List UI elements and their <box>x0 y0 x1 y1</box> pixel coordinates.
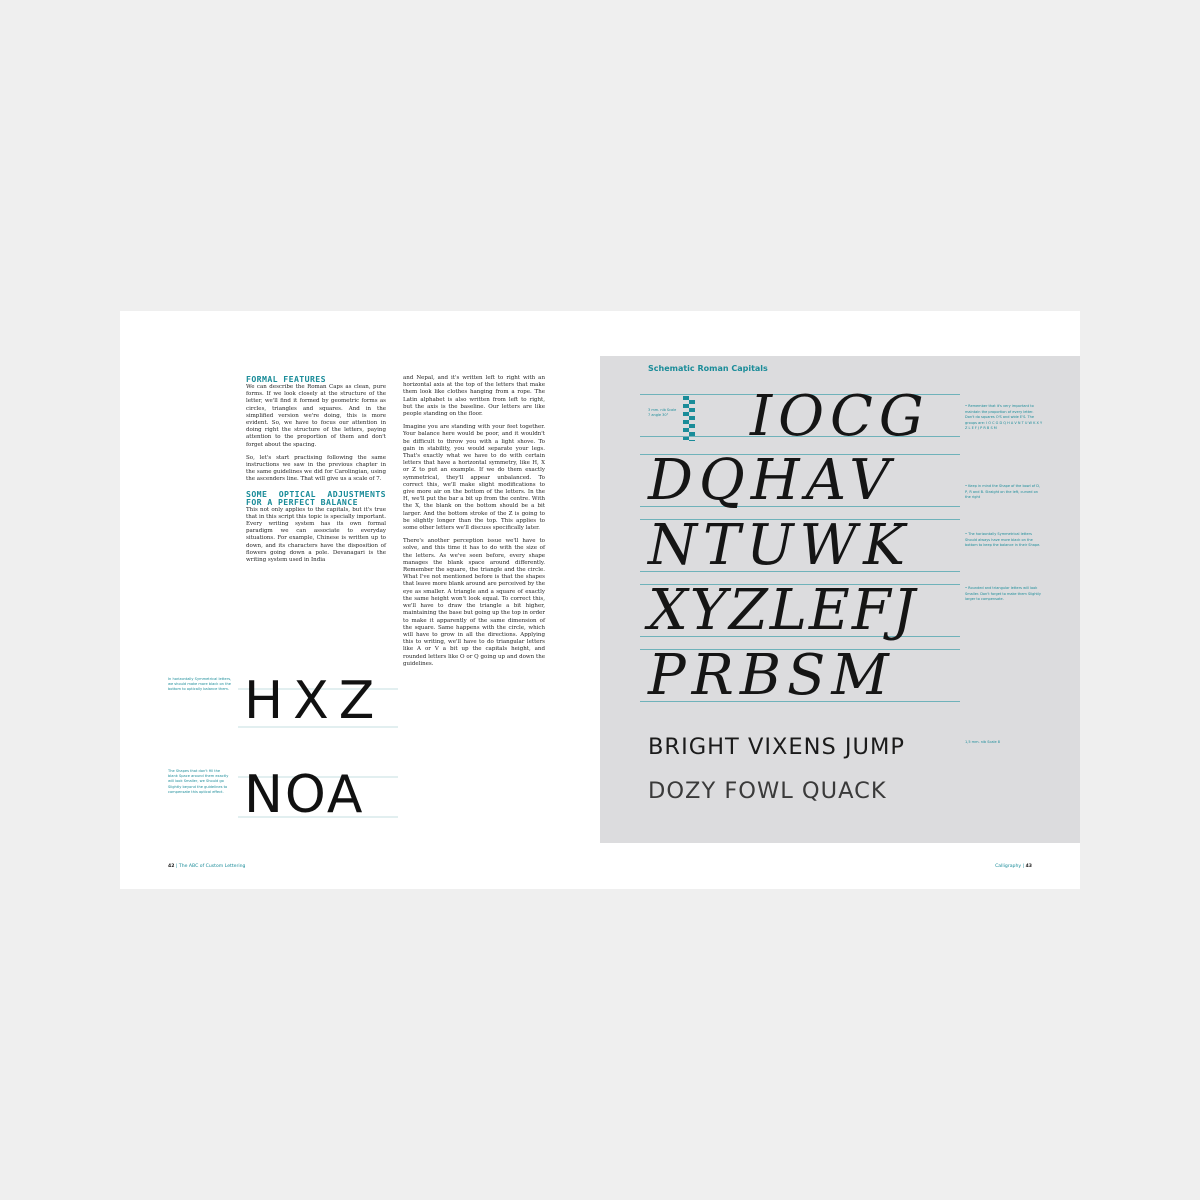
left-column-1 <box>246 375 386 570</box>
chapter-label: Calligraphy <box>995 864 1022 869</box>
paragraph: Imagine you are standing with your feet together. Your balance here would be poor, and it wouldn't be difficult to throw you with a light shove. To gain in stability, you would separate your legs. That's exactly what we have to do with certain letters that have a horizontal symmetry, like H, X or Z to put an example. If we do them exactly symmetrical, they'll appear unbalanced. To correct this, we'll make slight modifications to give more air on the bottom of the letters. In the H, we'll put the bar a bit up from the centre. With the X, the blank on the bottom should be a bit larger. And the bottom stroke of the Z is going to be slightly longer than the top. This applies to some other letters we'll discuss specifically later. <box>403 424 545 532</box>
side-note-pangram: 1,5 mm. nib Scale 8 <box>965 740 1001 744</box>
book-title: The ABC of Custom Lettering <box>178 864 246 869</box>
nib-scale-marks <box>689 400 695 441</box>
sample-noa: NOA <box>244 765 365 825</box>
paragraph: So, let's start practising following the same instructions we saw in the previous chapter in the same guidelines we did for Carolingian, using the ascenders line. That will give us a scale of 7. <box>246 454 386 483</box>
panel-title: Schematic Roman Capitals <box>648 364 768 373</box>
nib-note: 3 mm. nib Scale 7 angle 30° <box>648 408 677 417</box>
paragraph: There's another perception issue we'll have to solve, and this time it has to do with the size of the letters. As we've seen before, every shape manages the blank space around differently. Remember the square, the triangle and the circle. What I've not mentioned before is that the shapes that leave more blank around are perceived by the eye as smaller. A triangle and a square of exactly the same height won't look equal. To correct this, we'll have to draw the triangle a bit higher, maintaining the base but going up the top in order to make it apparently of the same dimension of the square. Same happens with the circle, which will have to grow in all the directions. Applying this to writing, we'll have to do triangular letters like A or V a bit up the capitals height, and rounded letters like O or Q going up and down the guidelines. <box>403 538 545 667</box>
side-note-proportion: • Remember that it's very important to maintain the proportion of every letter. Don't do squares O'S and wide E'S. The groups are: I O C G D Q H A V N T U W K X Y Z L E F J P R B S M <box>965 404 1043 431</box>
heading-formal-features: FORMAL FEATURES <box>246 374 326 384</box>
footer-right: Calligraphy | 43 <box>995 864 1032 869</box>
sample-hxz: HXZ <box>244 671 385 731</box>
alphabet-row-5: PRBSM <box>648 643 895 708</box>
side-note-symmetry: • The horizontally Symmetrical letters Should always have more black on the bottom to keep the balance in their Shape. <box>965 532 1041 548</box>
page-number-right: 43 <box>1025 864 1032 869</box>
alphabet-row-3: NTUWK <box>648 513 911 578</box>
alphabet-row-2: DQHAV <box>648 448 896 513</box>
alphabet-row-1: IOCG <box>750 384 930 449</box>
paragraph: We can describe the Roman Caps as clean, pure forms. If we look closely at the structure of the letter, we'll find it formed by geometric forms as circles, triangles and squares. And in the simplified version we're doing, this is more evident. So, we have to focus our attention in doing right the structure of the letters, paying attention to the proportion of them and don't forget about the spacing. <box>246 384 386 448</box>
side-note-round-letters: • Rounded and triangular letters will look Smaller. Don't forget to make them Slightly larger to compensate. <box>965 586 1041 602</box>
alphabet-row-4: XYZLEFJ <box>648 578 918 643</box>
left-column-2 <box>403 375 545 674</box>
side-note-symmetry: In horizontally Symmetrical letters, we should make more black on the bottom to optically balance them. <box>168 677 232 692</box>
side-note-shapes: The Shapes that don't fill the blank Space around them exactly will look Smaller, we Should go Slightly beyond the guidelines to compensate this optical effect. <box>168 769 229 794</box>
footer-left: 42 | The ABC of Custom Lettering <box>168 864 246 869</box>
paragraph: and Nepal, and it's written left to right with an horizontal axis at the top of the letters that make them look like clothes hanging from a rope. The Latin alphabet is also written from left to right, but the axis is the baseline. Our letters are like people standing on the floor. <box>403 375 545 418</box>
heading-optical-adjustments: SOME OPTICAL ADJUSTMENTS FOR A PERFECT BALANCE <box>246 488 386 507</box>
side-note-bowls: • Keep in mind the Shape of the bowl of D, P, R and B. Straight on the left, curved on the right <box>965 484 1041 500</box>
alphabet-panel <box>600 356 1080 843</box>
pangram-line-2: DOZY FOWL QUACK <box>648 778 887 804</box>
book-spread <box>120 311 1080 889</box>
paragraph: This not only applies to the capitals, but it's true that in this script this topic is specially important. Every writing system has its own formal paradigm we can associate to everyday situations. For example, Chinese is written up to down, and its characters have the disposition of flowers going down a pole. Devanagari is the writing system used in India <box>246 506 386 564</box>
pangram-line-1: BRIGHT VIXENS JUMP <box>648 734 905 760</box>
page-number-left: 42 <box>168 864 175 869</box>
